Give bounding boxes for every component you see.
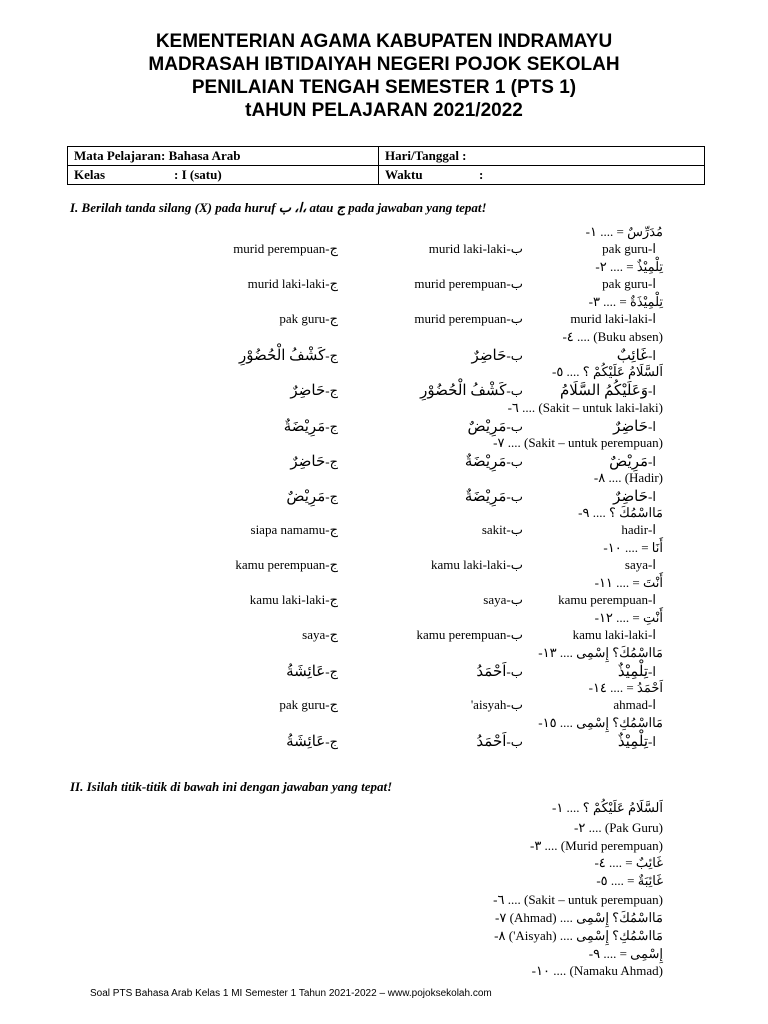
essay-number: ٩- bbox=[588, 946, 601, 961]
question-text: تِلْمِيْذَةٌ = .... bbox=[603, 294, 663, 309]
class-value: : I (satu) bbox=[174, 167, 222, 182]
option-a-q1[interactable]: pak guru-ا bbox=[602, 241, 656, 256]
essay-item-8 bbox=[494, 928, 663, 944]
option-text: عَائِشَةُ bbox=[286, 664, 326, 680]
option-letter: ج bbox=[329, 311, 338, 326]
question-text: (Hadir) .... bbox=[608, 470, 663, 485]
option-b-q14[interactable]: 'aisyah-ب bbox=[470, 697, 523, 712]
option-letter: ب bbox=[510, 311, 523, 326]
option-b-q12[interactable]: kamu perempuan-ب bbox=[416, 627, 523, 642]
option-a-q4[interactable]: ا-غَائِبٌ bbox=[616, 348, 656, 364]
option-a-q12[interactable]: kamu laki-laki-ا bbox=[572, 627, 656, 642]
essay-text: (Pak Guru) .... bbox=[588, 820, 663, 835]
option-a-q9[interactable]: hadir-ا bbox=[621, 522, 656, 537]
exam-info-table bbox=[67, 146, 705, 185]
option-a-q14[interactable]: ahmad-ا bbox=[613, 697, 656, 712]
option-letter: ب bbox=[510, 664, 523, 679]
essay-text: مَااسْمُكَ؟ إِسْمِى .... (Ahmad) bbox=[509, 910, 663, 925]
option-a-q3[interactable]: murid laki-laki-ا bbox=[570, 311, 656, 326]
option-c-q13[interactable]: ج-عَائِشَةُ bbox=[286, 664, 338, 680]
date-cell: Hari/Tanggal : bbox=[379, 147, 705, 166]
option-letter: ا bbox=[652, 592, 656, 607]
option-text: مَرِيْضَةٌ bbox=[283, 419, 326, 435]
option-text: ahmad bbox=[613, 697, 649, 712]
essay-item-6 bbox=[493, 892, 663, 908]
option-text: تِلْمِيْذٌ bbox=[617, 664, 649, 680]
question-number: ٨- bbox=[593, 470, 606, 485]
option-text: اَحْمَدُ bbox=[476, 734, 507, 750]
question-text: أَنَا = .... bbox=[624, 540, 663, 555]
essay-text: غَائِبٌ = .... bbox=[609, 855, 663, 870]
option-letter: ب bbox=[510, 592, 523, 607]
option-a-q11[interactable]: kamu perempuan-ا bbox=[558, 592, 656, 607]
option-text: kamu perempuan bbox=[416, 627, 507, 642]
option-letter: ا bbox=[652, 311, 656, 326]
header-line-3: PENILAIAN TENGAH SEMESTER 1 (PTS 1) bbox=[191, 77, 577, 98]
question-12 bbox=[595, 610, 663, 626]
option-text: murid perempuan bbox=[414, 276, 507, 291]
option-text: hadir bbox=[621, 522, 649, 537]
option-letter: ج bbox=[329, 697, 338, 712]
question-number: ٩- bbox=[578, 505, 590, 520]
question-10 bbox=[603, 540, 663, 556]
option-b-q3[interactable]: murid perempuan-ب bbox=[414, 311, 523, 326]
option-letter: ا bbox=[652, 522, 656, 537]
option-letter: ا bbox=[652, 383, 656, 398]
question-number: ٦- bbox=[507, 400, 519, 415]
option-letter: ب bbox=[510, 522, 523, 537]
question-text: (Sakit – untuk laki-laki) .... bbox=[522, 400, 663, 415]
question-number: ٤- bbox=[562, 329, 574, 344]
option-text: siapa namamu bbox=[250, 522, 326, 537]
option-letter: ا bbox=[652, 627, 656, 642]
option-text: pak guru bbox=[279, 697, 326, 712]
question-number: ٢- bbox=[595, 259, 607, 274]
question-15 bbox=[538, 715, 663, 731]
option-text: حَاضِرٌ bbox=[471, 348, 507, 364]
question-4 bbox=[562, 329, 663, 345]
essay-item-1 bbox=[552, 800, 663, 816]
option-text: غَائِبٌ bbox=[616, 348, 649, 364]
document-header bbox=[0, 30, 768, 122]
option-letter: ج bbox=[329, 557, 338, 572]
question-number: ١٣- bbox=[538, 645, 557, 660]
option-c-q1[interactable]: murid perempuan-ج bbox=[233, 241, 338, 256]
option-text: حَاضِرٌ bbox=[613, 489, 649, 505]
option-c-q5[interactable]: ج-حَاضِرٌ bbox=[290, 383, 338, 399]
option-text: pak guru bbox=[602, 241, 649, 256]
option-b-q2[interactable]: murid perempuan-ب bbox=[414, 276, 523, 291]
option-text: كَشْفُ الْحُضُوْرِ bbox=[239, 348, 326, 364]
option-letter: ا bbox=[652, 454, 656, 469]
question-5 bbox=[552, 364, 663, 380]
essay-number: ٦- bbox=[493, 892, 505, 907]
essay-item-10 bbox=[532, 963, 663, 979]
essay-text: (Murid perempuan) .... bbox=[544, 838, 663, 853]
option-a-q7[interactable]: ا-مَرِيْضٌ bbox=[609, 454, 656, 470]
essay-text: (Namaku Ahmad) .... bbox=[553, 963, 663, 978]
option-c-q7[interactable]: ج-حَاضِرٌ bbox=[290, 454, 338, 470]
question-6 bbox=[508, 400, 663, 416]
question-1 bbox=[586, 224, 663, 240]
essay-text: (Sakit – untuk perempuan) .... bbox=[507, 892, 663, 907]
section-2-instruction: II. Isilah titik-titik di bawah ini dengan jawaban yang tepat! bbox=[70, 779, 393, 794]
question-number: ١- bbox=[585, 224, 597, 239]
option-letter: ج bbox=[329, 734, 338, 749]
option-letter: ب bbox=[510, 454, 523, 469]
option-b-q13[interactable]: ب-اَحْمَدُ bbox=[476, 664, 523, 680]
option-text: murid laki-laki bbox=[428, 241, 507, 256]
question-text: تِلْمِيْذٌ = .... bbox=[609, 259, 663, 274]
option-c-q8[interactable]: ج-مَرِيْضٌ bbox=[286, 489, 338, 505]
option-text: kamu laki-laki bbox=[572, 627, 649, 642]
option-text: كَشْفُ الْحُضُوْرِ bbox=[420, 383, 507, 399]
question-number: ٥- bbox=[551, 364, 564, 379]
question-number: ١١- bbox=[594, 575, 613, 590]
option-letter: ا bbox=[652, 348, 656, 363]
option-text: اَحْمَدُ bbox=[476, 664, 507, 680]
option-letter: ب bbox=[510, 734, 523, 749]
question-text: مَااسْمُكَ ؟ .... bbox=[592, 505, 663, 520]
option-letter: ج bbox=[329, 383, 338, 398]
option-letter: ب bbox=[510, 557, 523, 572]
option-letter: ا bbox=[652, 664, 656, 679]
essay-item-7 bbox=[495, 910, 663, 926]
option-text: حَاضِرٌ bbox=[290, 454, 326, 470]
option-text: حَاضِرٌ bbox=[613, 419, 649, 435]
option-letter: ج bbox=[329, 489, 338, 504]
essay-item-9 bbox=[589, 946, 663, 962]
essay-number: ٣- bbox=[529, 838, 542, 853]
question-7 bbox=[493, 435, 663, 451]
option-text: sakit bbox=[481, 522, 507, 537]
question-9 bbox=[578, 505, 663, 521]
class-cell bbox=[68, 166, 379, 185]
question-number: ١٥- bbox=[538, 715, 557, 730]
class-label: Kelas bbox=[74, 167, 106, 182]
option-text: kamu perempuan bbox=[558, 592, 649, 607]
option-a-q15[interactable]: ا-تِلْمِيْذٌ bbox=[617, 734, 656, 750]
time-cell bbox=[379, 166, 705, 185]
question-number: ١٤- bbox=[588, 680, 607, 695]
option-letter: ج bbox=[329, 454, 338, 469]
question-13 bbox=[538, 645, 663, 661]
question-text: أَنْتِ = .... bbox=[616, 610, 663, 625]
option-letter: ج bbox=[329, 276, 338, 291]
option-letter: ب bbox=[510, 489, 523, 504]
question-text: اَلسَّلَامُ عَلَيْكُمْ ؟ .... bbox=[566, 364, 663, 379]
essay-item-3 bbox=[530, 838, 663, 854]
question-text: (Sakit – untuk perempuan) .... bbox=[507, 435, 663, 450]
question-number: ٧- bbox=[493, 435, 505, 450]
option-text: murid laki-laki bbox=[570, 311, 649, 326]
option-b-q4[interactable]: ب-حَاضِرٌ bbox=[471, 348, 523, 364]
time-label: Waktu bbox=[385, 167, 423, 182]
option-c-q15[interactable]: ج-عَائِشَةُ bbox=[286, 734, 338, 750]
option-a-q8[interactable]: ا-حَاضِرٌ bbox=[613, 489, 656, 505]
option-letter: ب bbox=[510, 241, 523, 256]
question-text: مَااسْمُكَ؟ إِسْمِى .... bbox=[559, 645, 663, 660]
header-line-2: MADRASAH IBTIDAIYAH NEGERI POJOK SEKOLAH bbox=[148, 54, 620, 75]
option-letter: ا bbox=[652, 697, 656, 712]
option-letter: ب bbox=[510, 348, 523, 363]
option-text: murid perempuan bbox=[414, 311, 507, 326]
option-c-q2[interactable]: murid laki-laki-ج bbox=[247, 276, 338, 291]
option-text: تِلْمِيْذٌ bbox=[617, 734, 649, 750]
option-text: kamu perempuan bbox=[235, 557, 326, 572]
option-b-q8[interactable]: ب-مَرِيْضَةٌ bbox=[464, 489, 523, 505]
option-letter: ب bbox=[510, 383, 523, 398]
option-c-q11[interactable]: kamu laki-laki-ج bbox=[249, 592, 338, 607]
essay-number: ٨- bbox=[494, 928, 506, 943]
option-letter: ا bbox=[652, 489, 656, 504]
header-line-4: tAHUN PELAJARAN 2021/2022 bbox=[245, 100, 523, 121]
option-letter: ب bbox=[510, 276, 523, 291]
option-text: حَاضِرٌ bbox=[290, 383, 326, 399]
option-text: pak guru bbox=[602, 276, 649, 291]
question-number: ١٠- bbox=[603, 540, 622, 555]
question-2 bbox=[595, 259, 663, 275]
option-letter: ا bbox=[652, 241, 656, 256]
essay-number: ٤- bbox=[594, 855, 606, 870]
question-text: مُدَرِّسٌ = .... bbox=[600, 224, 663, 239]
option-text: saya bbox=[302, 627, 326, 642]
option-text: عَائِشَةُ bbox=[286, 734, 326, 750]
option-letter: ا bbox=[652, 419, 656, 434]
option-letter: ا bbox=[652, 276, 656, 291]
option-letter: ج bbox=[329, 522, 338, 537]
option-text: مَرِيْضٌ bbox=[286, 489, 326, 505]
option-b-q10[interactable]: kamu laki-laki-ب bbox=[430, 557, 523, 572]
option-text: مَرِيْضَةٌ bbox=[464, 454, 507, 470]
option-letter: ا bbox=[652, 557, 656, 572]
essay-text: مَااسْمُكِ؟ إِسْمِى .... (Aisyah') bbox=[508, 928, 663, 943]
question-14 bbox=[589, 680, 663, 696]
question-text: أَنْتَ = .... bbox=[616, 575, 663, 590]
subject-cell: Mata Pelajaran: Bahasa Arab bbox=[68, 147, 379, 166]
option-c-q9[interactable]: siapa namamu-ج bbox=[250, 522, 338, 537]
option-text: وَعَلَيْكُمُ السَّلَامُ bbox=[559, 383, 649, 399]
option-b-q7[interactable]: ب-مَرِيْضَةٌ bbox=[464, 454, 523, 470]
option-letter: ا bbox=[652, 734, 656, 749]
essay-item-2 bbox=[574, 820, 663, 836]
question-8 bbox=[594, 470, 663, 486]
essay-number: ٢- bbox=[574, 820, 586, 835]
option-c-q12[interactable]: saya-ج bbox=[302, 627, 338, 642]
option-letter: ج bbox=[329, 348, 338, 363]
option-a-q5[interactable]: ا-وَعَلَيْكُمُ السَّلَامُ bbox=[559, 383, 656, 399]
header-line-1: KEMENTERIAN AGAMA KABUPATEN INDRAMAYU bbox=[155, 31, 613, 52]
option-c-q4[interactable]: ج-كَشْفُ الْحُضُوْرِ bbox=[239, 348, 338, 364]
option-b-q5[interactable]: ب-كَشْفُ الْحُضُوْرِ bbox=[420, 383, 523, 399]
option-letter: ج bbox=[329, 592, 338, 607]
essay-text: إِسْمِى = .... bbox=[603, 946, 663, 961]
essay-item-5 bbox=[596, 873, 663, 889]
option-letter: ج bbox=[329, 627, 338, 642]
option-letter: ج bbox=[329, 419, 338, 434]
option-text: kamu laki-laki bbox=[430, 557, 507, 572]
question-text: اَحْمَدُ = .... bbox=[610, 680, 663, 695]
option-text: saya bbox=[483, 592, 507, 607]
option-text: 'aisyah bbox=[470, 697, 507, 712]
question-text: مَااسْمُكِ؟ إِسْمِى .... bbox=[559, 715, 663, 730]
option-letter: ب bbox=[510, 697, 523, 712]
option-b-q11[interactable]: saya-ب bbox=[483, 592, 523, 607]
option-text: مَرِيْضٌ bbox=[467, 419, 507, 435]
option-letter: ج bbox=[329, 241, 338, 256]
option-a-q6[interactable]: ا-حَاضِرٌ bbox=[613, 419, 656, 435]
option-letter: ب bbox=[510, 419, 523, 434]
option-a-q13[interactable]: ا-تِلْمِيْذٌ bbox=[617, 664, 656, 680]
essay-item-4 bbox=[594, 855, 663, 871]
option-text: saya bbox=[624, 557, 649, 572]
time-value: : bbox=[479, 167, 484, 182]
essay-number: ٧- bbox=[495, 910, 507, 925]
section-1-instruction: I. Berilah tanda silang (X) pada huruf ا، ب، atau ج pada jawaban yang tepat! bbox=[70, 200, 487, 215]
essay-number: ١٠- bbox=[531, 963, 550, 978]
option-c-q14[interactable]: pak guru-ج bbox=[279, 697, 338, 712]
essay-text: اَلسَّلَامُ عَلَيْكُمْ ؟ .... bbox=[566, 800, 663, 815]
question-number: ١٢- bbox=[594, 610, 613, 625]
option-a-q2[interactable]: pak guru-ا bbox=[602, 276, 656, 291]
option-c-q3[interactable]: pak guru-ج bbox=[279, 311, 338, 326]
page-footer: Soal PTS Bahasa Arab Kelas 1 MI Semester 1 Tahun 2021-2022 – www.pojoksekolah.com bbox=[90, 988, 492, 999]
essay-text: غَائِبَةٌ = .... bbox=[610, 873, 663, 888]
option-text: pak guru bbox=[279, 311, 326, 326]
option-c-q6[interactable]: ج-مَرِيْضَةٌ bbox=[283, 419, 338, 435]
option-b-q15[interactable]: ب-اَحْمَدُ bbox=[476, 734, 523, 750]
option-b-q9[interactable]: sakit-ب bbox=[481, 522, 523, 537]
essay-number: ٥- bbox=[596, 873, 608, 888]
info-row-1 bbox=[68, 147, 705, 166]
option-b-q6[interactable]: ب-مَرِيْضٌ bbox=[467, 419, 523, 435]
option-text: مَرِيْضَةٌ bbox=[464, 489, 507, 505]
option-text: murid laki-laki bbox=[247, 276, 326, 291]
essay-number: ١- bbox=[551, 800, 564, 815]
option-letter: ج bbox=[329, 664, 338, 679]
option-text: مَرِيْضٌ bbox=[609, 454, 649, 470]
option-text: murid perempuan bbox=[233, 241, 326, 256]
option-text: kamu laki-laki bbox=[249, 592, 326, 607]
option-b-q1[interactable]: murid laki-laki-ب bbox=[428, 241, 523, 256]
option-c-q10[interactable]: kamu perempuan-ج bbox=[235, 557, 338, 572]
info-row-2 bbox=[68, 166, 705, 185]
option-letter: ب bbox=[510, 627, 523, 642]
question-11 bbox=[595, 575, 663, 591]
question-text: (Buku absen) .... bbox=[577, 329, 663, 344]
question-3 bbox=[589, 294, 663, 310]
question-number: ٣- bbox=[588, 294, 600, 309]
option-a-q10[interactable]: saya-ا bbox=[624, 557, 656, 572]
